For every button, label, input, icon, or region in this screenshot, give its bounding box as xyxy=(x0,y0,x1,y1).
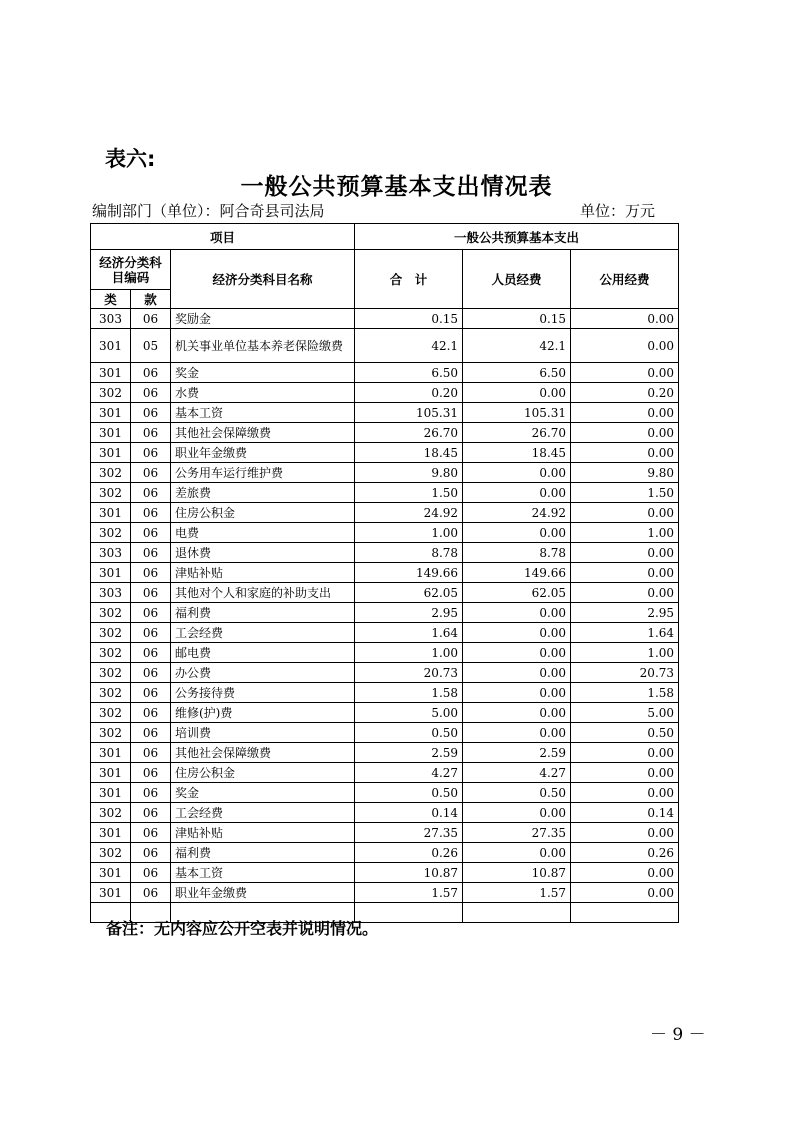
empty-cell xyxy=(571,903,679,923)
table-row xyxy=(91,543,679,563)
header-personnel: 人员经费 xyxy=(463,250,571,309)
page-number: － 9 － xyxy=(650,1025,706,1045)
cell-personnel: 2.59 xyxy=(463,743,571,763)
cell-name: 住房公积金 xyxy=(171,763,355,783)
cell-name: 电费 xyxy=(171,523,355,543)
cell-class: 303 xyxy=(91,543,131,563)
cell-public: 0.00 xyxy=(571,329,679,363)
cell-class: 301 xyxy=(91,443,131,463)
cell-public: 1.64 xyxy=(571,623,679,643)
cell-personnel: 4.27 xyxy=(463,763,571,783)
cell-name: 其他对个人和家庭的补助支出 xyxy=(171,583,355,603)
cell-public: 0.00 xyxy=(571,743,679,763)
cell-class: 301 xyxy=(91,363,131,383)
cell-public: 0.00 xyxy=(571,443,679,463)
cell-item: 06 xyxy=(131,309,171,329)
table-row xyxy=(91,383,679,403)
cell-class: 302 xyxy=(91,383,131,403)
cell-class: 302 xyxy=(91,603,131,623)
cell-personnel: 0.00 xyxy=(463,643,571,663)
table-row xyxy=(91,823,679,843)
header-project: 项目 xyxy=(91,224,355,250)
cell-class: 301 xyxy=(91,883,131,903)
header-class: 类 xyxy=(91,290,131,309)
cell-personnel: 0.00 xyxy=(463,683,571,703)
cell-public: 0.00 xyxy=(571,423,679,443)
cell-class: 301 xyxy=(91,503,131,523)
cell-item: 06 xyxy=(131,483,171,503)
cell-personnel: 0.00 xyxy=(463,843,571,863)
cell-public: 0.00 xyxy=(571,503,679,523)
cell-personnel: 62.05 xyxy=(463,583,571,603)
cell-public: 1.00 xyxy=(571,523,679,543)
cell-class: 301 xyxy=(91,423,131,443)
header-code: 经济分类科目编码 xyxy=(91,250,171,290)
cell-total: 0.14 xyxy=(355,803,463,823)
cell-item: 06 xyxy=(131,463,171,483)
cell-name: 职业年金缴费 xyxy=(171,883,355,903)
cell-personnel: 149.66 xyxy=(463,563,571,583)
cell-total: 1.00 xyxy=(355,523,463,543)
cell-name: 其他社会保障缴费 xyxy=(171,743,355,763)
cell-personnel: 0.00 xyxy=(463,803,571,823)
cell-public: 5.00 xyxy=(571,703,679,723)
cell-item: 06 xyxy=(131,863,171,883)
cell-item: 06 xyxy=(131,643,171,663)
cell-class: 302 xyxy=(91,663,131,683)
cell-name: 福利费 xyxy=(171,843,355,863)
cell-public: 0.00 xyxy=(571,403,679,423)
header-item: 款 xyxy=(131,290,171,309)
cell-personnel: 0.00 xyxy=(463,703,571,723)
cell-public: 9.80 xyxy=(571,463,679,483)
table-row xyxy=(91,423,679,443)
cell-total: 24.92 xyxy=(355,503,463,523)
cell-personnel: 0.00 xyxy=(463,463,571,483)
cell-name: 公务用车运行维护费 xyxy=(171,463,355,483)
cell-name: 办公费 xyxy=(171,663,355,683)
cell-name: 公务接待费 xyxy=(171,683,355,703)
cell-personnel: 24.92 xyxy=(463,503,571,523)
cell-total: 0.20 xyxy=(355,383,463,403)
table-row xyxy=(91,863,679,883)
table-row xyxy=(91,763,679,783)
cell-name: 其他社会保障缴费 xyxy=(171,423,355,443)
cell-item: 06 xyxy=(131,803,171,823)
cell-public: 1.58 xyxy=(571,683,679,703)
cell-total: 2.95 xyxy=(355,603,463,623)
header-name: 经济分类科目名称 xyxy=(171,250,355,309)
cell-total: 105.31 xyxy=(355,403,463,423)
cell-item: 06 xyxy=(131,583,171,603)
cell-name: 工会经费 xyxy=(171,623,355,643)
table-row xyxy=(91,603,679,623)
cell-total: 42.1 xyxy=(355,329,463,363)
table-row xyxy=(91,743,679,763)
table-row xyxy=(91,523,679,543)
cell-item: 06 xyxy=(131,823,171,843)
header-expenditure: 一般公共预算基本支出 xyxy=(355,224,679,250)
cell-total: 9.80 xyxy=(355,463,463,483)
cell-personnel: 0.50 xyxy=(463,783,571,803)
cell-total: 62.05 xyxy=(355,583,463,603)
cell-item: 06 xyxy=(131,623,171,643)
cell-public: 0.00 xyxy=(571,863,679,883)
cell-public: 0.00 xyxy=(571,543,679,563)
cell-item: 06 xyxy=(131,383,171,403)
cell-public: 1.50 xyxy=(571,483,679,503)
cell-class: 301 xyxy=(91,863,131,883)
cell-public: 0.00 xyxy=(571,763,679,783)
cell-public: 0.14 xyxy=(571,803,679,823)
cell-public: 0.00 xyxy=(571,583,679,603)
cell-class: 301 xyxy=(91,743,131,763)
budget-table xyxy=(90,223,679,923)
cell-personnel: 0.00 xyxy=(463,623,571,643)
cell-class: 302 xyxy=(91,463,131,483)
cell-class: 301 xyxy=(91,783,131,803)
cell-name: 水费 xyxy=(171,383,355,403)
cell-public: 0.26 xyxy=(571,843,679,863)
cell-name: 奖励金 xyxy=(171,309,355,329)
cell-class: 302 xyxy=(91,723,131,743)
cell-item: 06 xyxy=(131,603,171,623)
table-row xyxy=(91,663,679,683)
cell-public: 0.00 xyxy=(571,309,679,329)
cell-total: 4.27 xyxy=(355,763,463,783)
cell-total: 6.50 xyxy=(355,363,463,383)
table-row xyxy=(91,883,679,903)
cell-item: 06 xyxy=(131,503,171,523)
cell-personnel: 0.00 xyxy=(463,723,571,743)
cell-personnel: 0.00 xyxy=(463,523,571,543)
cell-total: 1.57 xyxy=(355,883,463,903)
cell-class: 302 xyxy=(91,703,131,723)
cell-personnel: 26.70 xyxy=(463,423,571,443)
cell-total: 5.00 xyxy=(355,703,463,723)
cell-name: 基本工资 xyxy=(171,863,355,883)
table-row xyxy=(91,803,679,823)
cell-name: 基本工资 xyxy=(171,403,355,423)
cell-total: 26.70 xyxy=(355,423,463,443)
cell-total: 1.58 xyxy=(355,683,463,703)
cell-personnel: 0.00 xyxy=(463,603,571,623)
cell-personnel: 18.45 xyxy=(463,443,571,463)
cell-item: 06 xyxy=(131,743,171,763)
table-row xyxy=(91,503,679,523)
cell-total: 1.00 xyxy=(355,643,463,663)
table-row xyxy=(91,463,679,483)
table-row xyxy=(91,309,679,329)
cell-class: 301 xyxy=(91,763,131,783)
cell-total: 0.50 xyxy=(355,783,463,803)
cell-class: 301 xyxy=(91,329,131,363)
cell-personnel: 0.15 xyxy=(463,309,571,329)
cell-public: 2.95 xyxy=(571,603,679,623)
cell-name: 工会经费 xyxy=(171,803,355,823)
cell-total: 0.26 xyxy=(355,843,463,863)
cell-item: 06 xyxy=(131,563,171,583)
cell-item: 06 xyxy=(131,883,171,903)
unit-label: 单位：万元 xyxy=(580,202,656,220)
cell-name: 奖金 xyxy=(171,363,355,383)
cell-name: 差旅费 xyxy=(171,483,355,503)
table-row xyxy=(91,563,679,583)
cell-name: 津贴补贴 xyxy=(171,823,355,843)
cell-class: 302 xyxy=(91,483,131,503)
empty-cell xyxy=(463,903,571,923)
cell-item: 06 xyxy=(131,403,171,423)
note: 备注：无内容应公开空表并说明情况。 xyxy=(106,919,379,938)
header-public: 公用经费 xyxy=(571,250,679,309)
cell-personnel: 27.35 xyxy=(463,823,571,843)
cell-item: 05 xyxy=(131,329,171,363)
table-row xyxy=(91,583,679,603)
cell-class: 302 xyxy=(91,683,131,703)
cell-personnel: 8.78 xyxy=(463,543,571,563)
cell-total: 0.50 xyxy=(355,723,463,743)
table-row xyxy=(91,643,679,663)
table-body xyxy=(91,309,679,923)
cell-personnel: 0.00 xyxy=(463,483,571,503)
cell-personnel: 6.50 xyxy=(463,363,571,383)
table-row xyxy=(91,403,679,423)
cell-class: 302 xyxy=(91,803,131,823)
cell-name: 住房公积金 xyxy=(171,503,355,523)
table-row xyxy=(91,483,679,503)
cell-item: 06 xyxy=(131,663,171,683)
cell-class: 302 xyxy=(91,523,131,543)
cell-class: 302 xyxy=(91,643,131,663)
cell-total: 27.35 xyxy=(355,823,463,843)
cell-public: 0.20 xyxy=(571,383,679,403)
cell-item: 06 xyxy=(131,763,171,783)
cell-total: 20.73 xyxy=(355,663,463,683)
cell-total: 149.66 xyxy=(355,563,463,583)
table-row xyxy=(91,703,679,723)
header-total: 合 计 xyxy=(355,250,463,309)
page-title: 一般公共预算基本支出情况表 xyxy=(240,174,553,200)
cell-personnel: 105.31 xyxy=(463,403,571,423)
table-row xyxy=(91,443,679,463)
cell-item: 06 xyxy=(131,523,171,543)
cell-name: 津贴补贴 xyxy=(171,563,355,583)
table-row xyxy=(91,723,679,743)
cell-total: 2.59 xyxy=(355,743,463,763)
cell-public: 0.00 xyxy=(571,823,679,843)
cell-item: 06 xyxy=(131,703,171,723)
cell-public: 20.73 xyxy=(571,663,679,683)
cell-name: 邮电费 xyxy=(171,643,355,663)
table-row xyxy=(91,363,679,383)
cell-public: 0.00 xyxy=(571,363,679,383)
cell-item: 06 xyxy=(131,363,171,383)
cell-item: 06 xyxy=(131,783,171,803)
table-row xyxy=(91,683,679,703)
cell-item: 06 xyxy=(131,443,171,463)
cell-name: 维修(护)费 xyxy=(171,703,355,723)
table-label: 表六: xyxy=(105,147,156,171)
cell-total: 18.45 xyxy=(355,443,463,463)
cell-class: 302 xyxy=(91,843,131,863)
department-label: 编制部门（单位）：阿合奇县司法局 xyxy=(92,202,325,220)
table-row xyxy=(91,843,679,863)
cell-class: 302 xyxy=(91,623,131,643)
cell-total: 8.78 xyxy=(355,543,463,563)
cell-personnel: 1.57 xyxy=(463,883,571,903)
cell-public: 0.00 xyxy=(571,883,679,903)
table-row xyxy=(91,783,679,803)
cell-name: 机关事业单位基本养老保险缴费 xyxy=(171,329,355,363)
cell-public: 0.50 xyxy=(571,723,679,743)
cell-item: 06 xyxy=(131,543,171,563)
cell-total: 1.50 xyxy=(355,483,463,503)
cell-total: 1.64 xyxy=(355,623,463,643)
cell-public: 1.00 xyxy=(571,643,679,663)
cell-class: 303 xyxy=(91,309,131,329)
cell-total: 0.15 xyxy=(355,309,463,329)
cell-class: 303 xyxy=(91,583,131,603)
cell-class: 301 xyxy=(91,823,131,843)
cell-name: 福利费 xyxy=(171,603,355,623)
cell-personnel: 0.00 xyxy=(463,663,571,683)
cell-item: 06 xyxy=(131,683,171,703)
table-row xyxy=(91,329,679,363)
cell-public: 0.00 xyxy=(571,563,679,583)
table-row xyxy=(91,623,679,643)
cell-personnel: 10.87 xyxy=(463,863,571,883)
cell-total: 10.87 xyxy=(355,863,463,883)
cell-name: 职业年金缴费 xyxy=(171,443,355,463)
cell-name: 退休费 xyxy=(171,543,355,563)
cell-class: 301 xyxy=(91,563,131,583)
cell-item: 06 xyxy=(131,423,171,443)
cell-personnel: 42.1 xyxy=(463,329,571,363)
cell-class: 301 xyxy=(91,403,131,423)
cell-public: 0.00 xyxy=(571,783,679,803)
cell-personnel: 0.00 xyxy=(463,383,571,403)
cell-item: 06 xyxy=(131,843,171,863)
cell-name: 奖金 xyxy=(171,783,355,803)
cell-item: 06 xyxy=(131,723,171,743)
cell-name: 培训费 xyxy=(171,723,355,743)
